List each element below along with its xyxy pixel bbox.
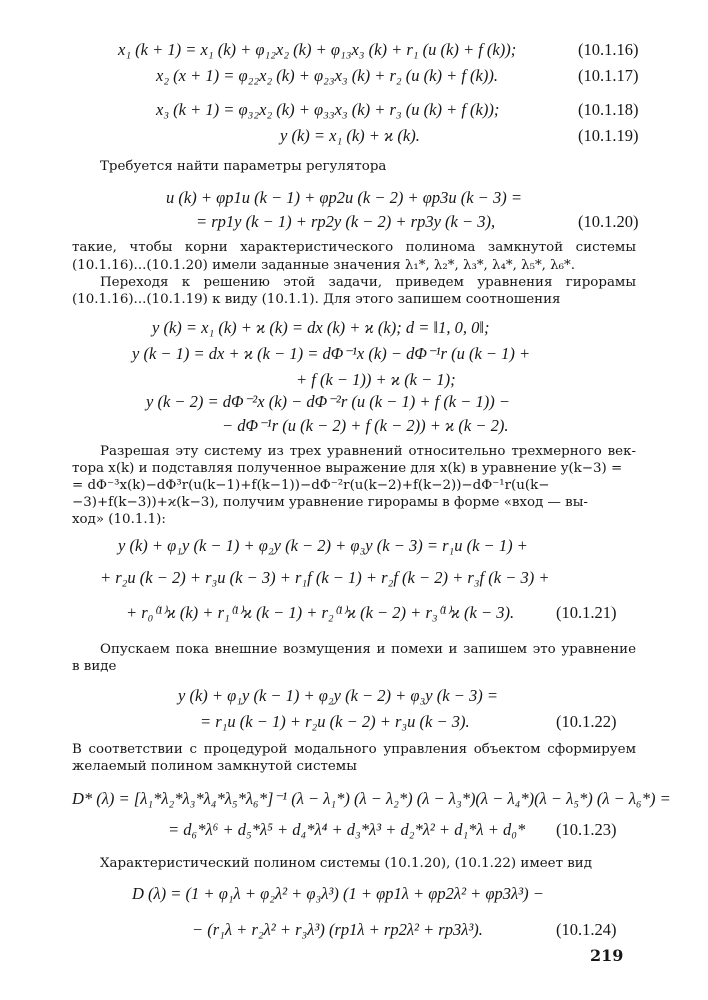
equation-number: (10.1.17) — [578, 66, 639, 85]
equation-line: y (k − 1) = dx + ϰ (k − 1) = dΦ⁻¹x (k) − dΦ⁻¹r (u (k − 1) + — [132, 344, 531, 363]
equation-10-1-19: y (k) = x₁ (k) + ϰ (k). — [280, 126, 420, 145]
equation-10-1-16: x₁ (k + 1) = x₁ (k) + φ₁₂x₂ (k) + φ₁₃x₃ (k) + r₁ (u (k) + f (k)); — [118, 40, 517, 59]
equation-10-1-18: x₃ (k + 1) = φ₃₂x₂ (k) + φ₃₃x₃ (k) + r₃ (u (k) + f (k)); — [156, 100, 500, 119]
paragraph-line: такие, чтобы корни характеристического полинома замкнутой системы — [72, 240, 636, 255]
paragraph-line: тора x(k) и подставляя полученное выражение для x(k) в уравнение y(k−3) = — [72, 461, 623, 476]
paragraph-line: в виде — [72, 659, 117, 674]
equation-number: (10.1.20) — [578, 212, 639, 231]
equation-line: + r₂u (k − 2) + r₃u (k − 3) + r₁f (k − 1) + r₂f (k − 2) + r₃f (k − 3) + — [100, 568, 550, 587]
equation-line: + f (k − 1)) + ϰ (k − 1); — [296, 370, 456, 389]
paragraph-line: (10.1.16)...(10.1.19) к виду (10.1.1). Для этого запишем соотношения — [72, 292, 561, 307]
equation-number: (10.1.22) — [556, 712, 617, 731]
paragraph-line: желаемый полином замкнутой системы — [72, 759, 357, 774]
paragraph-line: В соответствии с процедурой модального управления объектом сформируем — [72, 742, 636, 757]
paragraph-line: Разрешая эту систему из трех уравнений относительно трехмерного век- — [100, 444, 636, 459]
paragraph-line: Требуется найти параметры регулятора — [100, 159, 387, 174]
equation-line: D* (λ) = [λ₁*λ₂*λ₃*λ₄*λ₅*λ₆*]⁻¹ (λ − λ₁*) (λ − λ₂*) (λ − λ₃*)(λ − λ₄*)(λ − λ₅*) (λ − λ₆*) = — [72, 789, 671, 808]
paragraph-line: Опускаем пока внешние возмущения и помехи и запишем это уравнение — [100, 642, 636, 657]
paragraph-line: ход» (10.1.1): — [72, 512, 166, 527]
equation-number: (10.1.23) — [556, 820, 617, 839]
equation-10-1-20: = rp1y (k − 1) + rp2y (k − 2) + rp3y (k − 3), — [196, 212, 496, 231]
equation-number: (10.1.19) — [578, 126, 639, 145]
equation-line: D (λ) = (1 + φ₁λ + φ₂λ² + φ₃λ³) (1 + φp1λ + φp2λ² + φp3λ³) − — [132, 884, 544, 903]
paragraph-line: (10.1.16)...(10.1.20) имели заданные значения λ₁*, λ₂*, λ₃*, λ₄*, λ₅*, λ₆*. — [72, 258, 575, 273]
paragraph-line: Переходя к решению этой задачи, приведем уравнения гирорамы — [100, 275, 636, 290]
equation-line: y (k) = x₁ (k) + ϰ (k) = dx (k) + ϰ (k); d = ‖1, 0, 0‖; — [152, 318, 490, 337]
equation-number: (10.1.21) — [556, 603, 617, 622]
equation-10-1-24: − (r₁λ + r₂λ² + r₃λ³) (rp1λ + rp2λ² + rp3λ³). — [192, 920, 483, 939]
equation-line: y (k − 2) = dΦ⁻²x (k) − dΦ⁻²r (u (k − 1) + f (k − 1)) − — [146, 392, 511, 411]
equation-number: (10.1.24) — [556, 920, 617, 939]
equation-line: − dΦ⁻¹r (u (k − 2) + f (k − 2)) + ϰ (k − 2). — [222, 416, 509, 435]
page-number: 219 — [590, 946, 624, 965]
equation-line: u (k) + φp1u (k − 1) + φp2u (k − 2) + φp3u (k − 3) = — [166, 188, 522, 207]
equation-line: y (k) + φ₁y (k − 1) + φ₂y (k − 2) + φ₃y (k − 3) = — [178, 686, 498, 705]
paragraph-line: = dΦ⁻³x(k)−dΦ³r(u(k−1)+f(k−1))−dΦ⁻²r(u(k−2)+f(k−2))−dΦ⁻¹r(u(k− — [72, 478, 550, 493]
equation-10-1-17: x₂ (x + 1) = φ₂₂x₂ (k) + φ₂₃x₃ (k) + r₂ (u (k) + f (k)). — [156, 66, 498, 85]
equation-10-1-21: + r₀⁽¹⁾ϰ (k) + r₁⁽¹⁾ϰ (k − 1) + r₂⁽¹⁾ϰ (k − 2) + r₃⁽¹⁾ϰ (k − 3). — [126, 603, 515, 622]
equation-number: (10.1.16) — [578, 40, 639, 59]
equation-number: (10.1.18) — [578, 100, 639, 119]
equation-10-1-23: = d₆*λ⁶ + d₅*λ⁵ + d₄*λ⁴ + d₃*λ³ + d₂*λ² + d₁*λ + d₀* — [168, 820, 526, 839]
paragraph-line: −3)+f(k−3))+ϰ(k−3), получим уравнение гирорамы в форме «вход — вы- — [72, 495, 588, 510]
paragraph-line: Характеристический полином системы (10.1.20), (10.1.22) имеет вид — [100, 856, 592, 871]
equation-line: y (k) + φ₁y (k − 1) + φ₂y (k − 2) + φ₃y (k − 3) = r₁u (k − 1) + — [118, 536, 528, 555]
equation-10-1-22: = r₁u (k − 1) + r₂u (k − 2) + r₃u (k − 3). — [200, 712, 470, 731]
